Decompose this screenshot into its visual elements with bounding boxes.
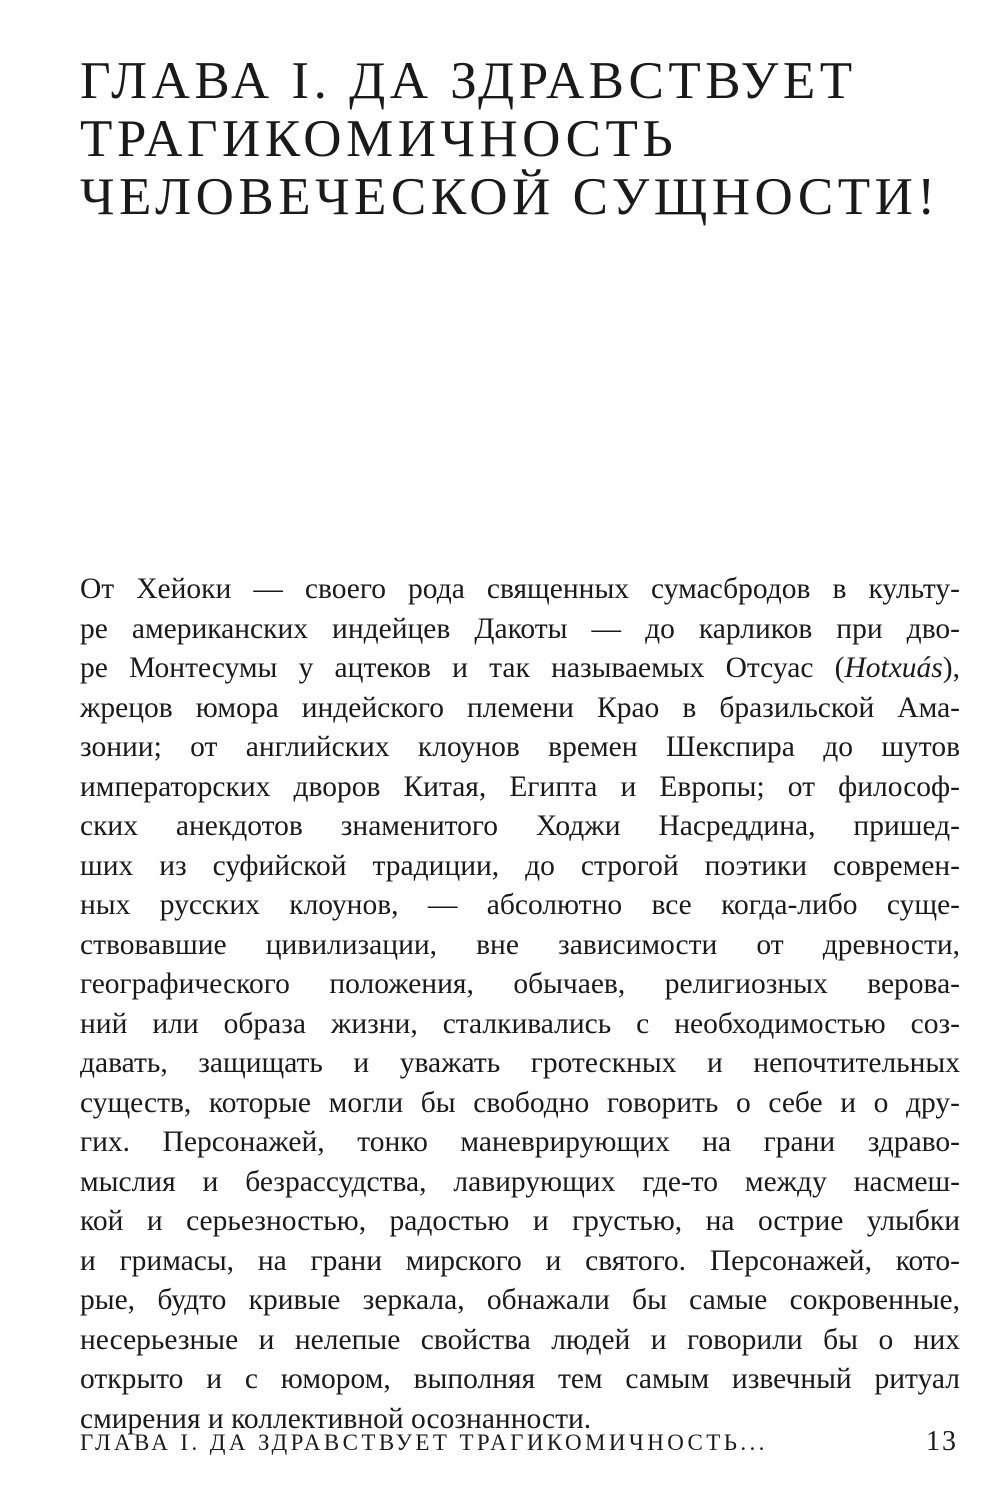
text-segment: ), <box>942 652 960 684</box>
body-paragraph <box>80 570 960 1439</box>
running-head: ГЛАВА I. ДА ЗДРАВСТВУЕТ ТРАГИКОМИЧНОСТЬ... <box>80 1430 768 1455</box>
text-line: гих. Персонажей, тонко маневрирующих на грани здраво- <box>80 1126 960 1158</box>
text-line: ний или образа жизни, сталкивались с необходимостью соз- <box>80 1007 960 1040</box>
text-line-last: смирения и коллективной осознанности. <box>80 1402 592 1435</box>
text-line: ре американских индейцев Дакоты — до карликов при дво- <box>80 612 960 645</box>
chapter-title-line: ЧЕЛОВЕЧЕСКОЙ СУЩНОСТИ! <box>80 168 940 226</box>
text-segment: ре Монтесумы у ацтеков и так называемых Отсуас ( <box>80 652 845 684</box>
page-number: 13 <box>926 1426 958 1457</box>
text-line: несерьезные и нелепые свойства людей и говорили бы о них <box>80 1323 960 1356</box>
text-line: императорских дворов Китая, Египта и Европы; от философ- <box>80 770 960 803</box>
text-line: ных русских клоунов, — абсолютно все когда-либо суще- <box>80 889 960 921</box>
text-line: географического положения, обычаев, религиозных верова- <box>80 968 960 1000</box>
text-line: От Хейоки — своего рода священных сумасбродов в культу- <box>80 573 960 605</box>
text-line: ских анекдотов знаменитого Ходжи Насреддина, пришед- <box>80 810 960 842</box>
text-line: давать, защищать и уважать гротескных и непочтительных <box>80 1047 960 1079</box>
text-line: жрецов юмора индейского племени Крао в бразильской Ама- <box>80 691 960 724</box>
text-line: кой и серьезностью, радостью и грустью, на острие улыбки <box>80 1205 960 1237</box>
chapter-title-line: ТРАГИКОМИЧНОСТЬ <box>80 110 678 168</box>
text-line-with-italic <box>80 649 960 689</box>
text-line: открыто и с юмором, выполняя тем самым извечный ритуал <box>80 1363 960 1395</box>
italic-term: Hotxuás <box>844 652 943 684</box>
text-line: ших из суфийской традиции, до строгой поэтики современ- <box>80 849 960 882</box>
text-line: рые, будто кривые зеркала, обнажали бы самые сокровенные, <box>80 1284 960 1316</box>
text-line: мыслия и безрассудства, лавирующих где-то между насмеш- <box>80 1165 960 1198</box>
text-line: ствовавшие цивилизации, вне зависимости от древности, <box>80 928 960 961</box>
chapter-title-line: ГЛАВА I. ДА ЗДРАВСТВУЕТ <box>80 52 857 110</box>
text-line: зонии; от английских клоунов времен Шекспира до шутов <box>80 731 960 763</box>
text-line: и гримасы, на грани мирского и святого. Персонажей, кото- <box>80 1244 960 1277</box>
text-line: существ, которые могли бы свободно говорить о себе и о дру- <box>80 1086 960 1119</box>
chapter-title <box>80 52 960 226</box>
